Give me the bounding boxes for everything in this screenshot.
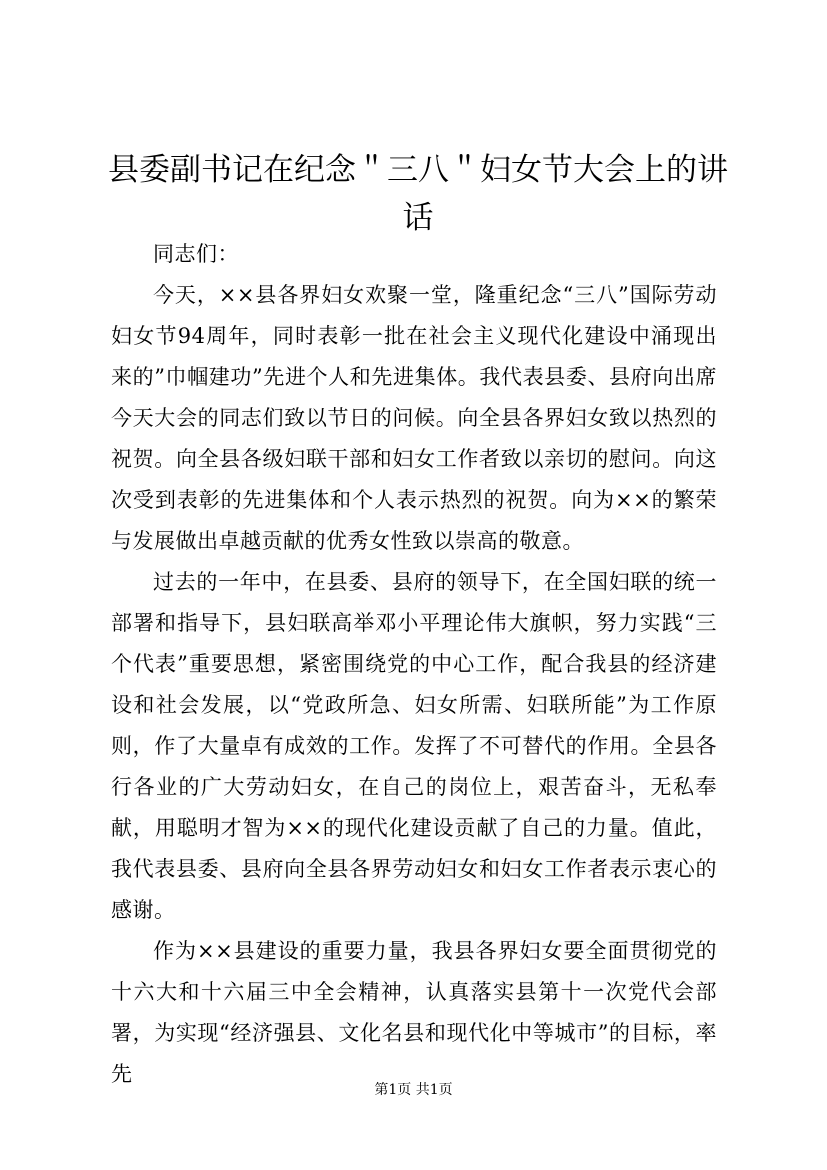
body-paragraph-2: 过去的一年中，在县委、县府的领导下，在全国妇联的统一部署和指导下，县妇联高举邓小平理论伟大旗帜，努力实践“三个代表”重要思想，紧密围绕党的中心工作，配合我县的经济建设和社会发展，以“党政所急、妇女所需、妇联所能”为工作原则，作了大量卓有成效的工作。发挥了不可替代的作用。全县各行各业的广大劳动妇女，在自己的岗位上，艰苦奋斗，无私奉献，用聪明才智为××的现代化建设贡献了自己的力量。值此，我代表县委、县府向全县各界劳动妇女和妇女工作者表示衷心的感谢。	[111, 570, 717, 922]
page-footer: 第1页 共1页	[374, 1082, 453, 1098]
document-body	[111, 234, 717, 1095]
body-paragraph-1: 今天，××县各界妇女欢聚一堂，隆重纪念“三八”国际劳动妇女节94周年，同时表彰一批在社会主义现代化建设中涌现出来的”巾帼建功”先进个人和先进集体。我代表县委、县府向出席今天大会的同志们致以节日的问候。向全县各界妇女致以热烈的祝贺。向全县各级妇联干部和妇女工作者致以亲切的慰问。向这次受到表彰的先进集体和个人表示热烈的祝贺。向为××的繁荣与发展做出卓越贡献的优秀女性致以崇高的敬意。	[111, 283, 717, 553]
salutation-paragraph: 同志们：	[153, 242, 239, 266]
document-title: 县委副书记在纪念＂三八＂妇女节大会上的讲话	[108, 152, 728, 236]
body-paragraph-3: 作为××县建设的重要力量，我县各界妇女要全面贯彻党的十六大和十六届三中全会精神，认真落实县第十一次党代会部署，为实现“经济强县、文化名县和现代化中等城市”的目标，率先	[111, 939, 717, 1086]
